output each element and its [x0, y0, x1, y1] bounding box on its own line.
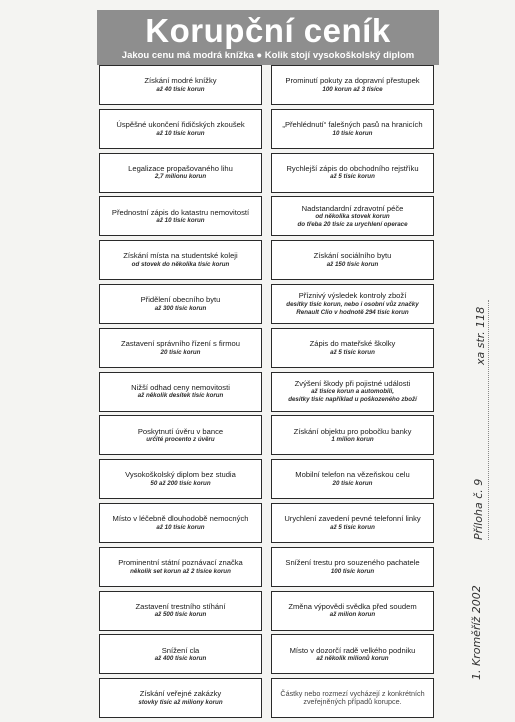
handwritten-note-2: Příloha č. 9 — [472, 478, 485, 540]
price-row — [99, 678, 434, 718]
price-box — [99, 591, 262, 631]
header-banner — [97, 10, 439, 65]
price-box — [99, 678, 262, 718]
price-row — [99, 503, 434, 543]
item-heading: Nižší odhad ceny nemovitosti — [131, 382, 230, 392]
handwritten-note-1: 1. Kroměříž 2002 — [470, 585, 483, 680]
item-price: až 5 tisíc korun — [330, 348, 375, 356]
item-price: 100 tisíc korun — [330, 567, 375, 575]
price-row — [99, 591, 434, 631]
item-heading: Zvýšení škody při pojistné události — [294, 378, 411, 388]
item-heading: Změna výpovědi svědka před soudem — [288, 601, 417, 611]
price-box — [99, 459, 262, 499]
price-row — [99, 153, 434, 193]
item-price: až 40 tisíc korun — [156, 85, 205, 93]
page-subtitle: Jakou cenu má modrá knížka ● Kolik stojí vysokoškolský diplom — [121, 50, 415, 61]
item-heading: Přednostní zápis do katastru nemovitostí — [111, 207, 250, 217]
item-price: až 5 tisíc korun — [330, 523, 375, 531]
item-price: až 10 tisíc korun — [156, 217, 205, 225]
price-row — [99, 284, 434, 324]
price-row — [99, 372, 434, 412]
item-price: 100 korun až 3 tisíce — [322, 85, 383, 93]
item-price: až 10 tisíc korun — [156, 523, 205, 531]
price-row — [99, 109, 434, 149]
item-heading: Získání sociálního bytu — [313, 251, 392, 261]
price-box — [99, 109, 262, 149]
price-box — [99, 503, 262, 543]
item-heading: Příznivý výsledek kontroly zboží — [298, 291, 407, 301]
price-box — [271, 415, 434, 455]
item-price: 20 tisíc korun — [160, 348, 201, 356]
price-row — [99, 547, 434, 587]
item-heading: Místo v dozorčí radě velkého podniku — [289, 645, 416, 655]
price-row — [99, 240, 434, 280]
item-heading: Prominentní státní poznávací značka — [118, 558, 243, 568]
price-box — [99, 196, 262, 236]
item-heading: Zastavení správního řízení s firmou — [120, 339, 241, 349]
price-box — [271, 240, 434, 280]
item-price: 2,7 milionu korun — [154, 173, 207, 181]
item-price: až několik milionů korun — [316, 655, 389, 663]
source-note-text: Částky nebo rozmezí vycházejí z konkrétních zveřejněných případů korupce. — [280, 688, 425, 707]
item-price: až 150 tisíc korun — [326, 260, 379, 268]
item-heading: Místo v léčebně dlouhodobě nemocných — [112, 514, 249, 524]
item-price: 50 až 200 tisíc korun — [150, 479, 211, 487]
item-price: 20 tisíc korun — [332, 479, 373, 487]
price-box — [271, 153, 434, 193]
price-box — [271, 328, 434, 368]
price-box — [271, 284, 434, 324]
item-heading: Legalizace propašovaného lihu — [128, 163, 233, 173]
item-heading: Snížení trestu pro souzeného pachatele — [285, 558, 420, 568]
item-heading: Získání veřejné zakázky — [139, 689, 222, 699]
price-row — [99, 328, 434, 368]
price-row — [99, 65, 434, 105]
price-box — [271, 634, 434, 674]
item-price: až milion korun — [329, 611, 376, 619]
item-heading: Urychlení zavedení pevné telefonní linky — [284, 514, 421, 524]
price-box — [99, 634, 262, 674]
item-heading: Poskytnutí úvěru v bance — [137, 426, 224, 436]
item-heading: Mobilní telefon na vězeňskou celu — [295, 470, 410, 480]
item-heading: „Přehlédnutí“ falešných pasů na hranicích — [282, 120, 423, 130]
price-box — [99, 547, 262, 587]
item-price-detail: Renault Clio v hodnotě 294 tisíc korun — [296, 308, 409, 316]
price-row — [99, 459, 434, 499]
item-price: až 500 tisíc korun — [154, 611, 207, 619]
item-heading: Úspěšné ukončení řidičských zkoušek — [116, 120, 245, 130]
price-box — [99, 284, 262, 324]
item-price: až 5 tisíc korun — [330, 173, 375, 181]
price-box — [99, 328, 262, 368]
item-heading: Vysokoškolský diplom bez studia — [125, 470, 236, 480]
item-price: stovky tisíc až miliony korun — [138, 698, 223, 706]
price-box — [99, 415, 262, 455]
price-box — [99, 372, 262, 412]
price-box — [99, 240, 262, 280]
item-price: od několika stovek korun — [315, 213, 390, 221]
item-price-detail: desítky tisíc například u poškozeného zboží — [288, 396, 417, 404]
item-heading: Rychlejší zápis do obchodního rejstříku — [286, 163, 419, 173]
item-price: až 400 tisíc korun — [154, 655, 207, 663]
item-heading: Získání místa na studentské koleji — [123, 251, 238, 261]
page-title: Korupční ceník — [145, 12, 391, 49]
price-box — [271, 65, 434, 105]
item-heading: Získání modré knížky — [144, 76, 217, 86]
price-box — [271, 459, 434, 499]
item-heading: Zápis do mateřské školky — [309, 339, 396, 349]
item-price: od stovek do několika tisíc korun — [131, 260, 230, 268]
handwritten-note-3: xa str. 118 — [474, 306, 487, 365]
item-heading: Nadstandardní zdravotní péče — [301, 203, 404, 213]
item-price: až 300 tisíc korun — [154, 304, 207, 312]
item-price: určité procento z úvěru — [146, 436, 215, 444]
price-box — [99, 153, 262, 193]
price-row — [99, 634, 434, 674]
item-price: až několik desítek tisíc korun — [137, 392, 224, 400]
item-price: 10 tisíc korun — [332, 129, 373, 137]
item-heading: Prominutí pokuty za dopravní přestupek — [285, 76, 420, 86]
item-price: 1 milion korun — [331, 436, 374, 444]
price-box — [271, 196, 434, 236]
price-box — [271, 109, 434, 149]
item-heading: Snížení cla — [161, 645, 200, 655]
margin-marks — [488, 300, 492, 540]
price-box — [271, 591, 434, 631]
item-price-detail: do třeba 20 tisíc za urychlení operace — [297, 221, 408, 229]
price-row — [99, 415, 434, 455]
price-box — [99, 65, 262, 105]
price-grid — [99, 65, 434, 722]
source-note-box — [271, 678, 434, 718]
price-box — [271, 503, 434, 543]
price-box — [271, 372, 434, 412]
item-heading: Přidělení obecního bytu — [140, 295, 221, 305]
price-row — [99, 196, 434, 236]
item-price: desítky tisíc korun, nebo i osobní vůz značky — [286, 300, 419, 308]
price-box — [271, 547, 434, 587]
item-price: až 10 tisíc korun — [156, 129, 205, 137]
item-price: několik set korun až 2 tisíce korun — [130, 567, 231, 575]
item-heading: Zastavení trestního stíhání — [135, 601, 226, 611]
item-heading: Získání objektu pro pobočku banky — [293, 426, 412, 436]
item-price: až tisíce korun a automobili, — [311, 388, 394, 396]
